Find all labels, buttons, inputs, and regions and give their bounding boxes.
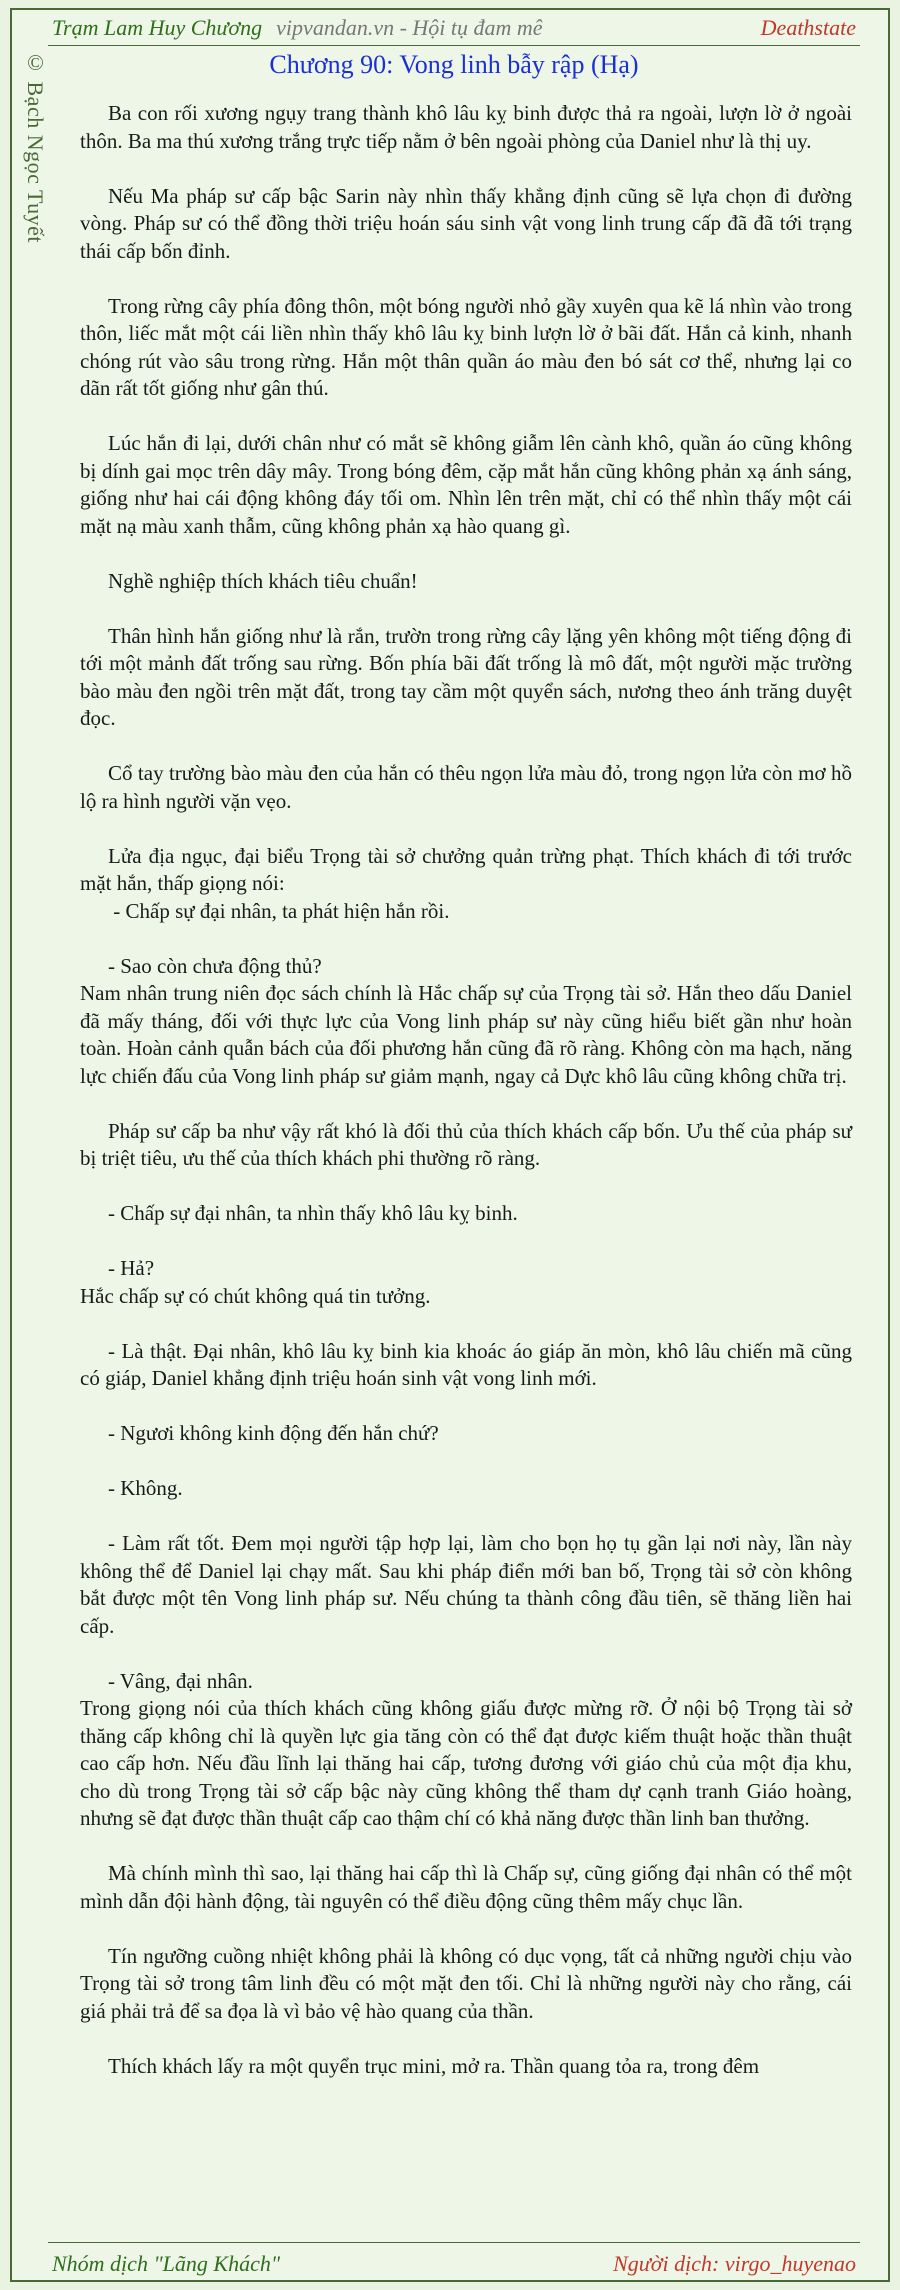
book-title: Deathstate xyxy=(760,15,856,40)
paragraph: Lúc hắn đi lại, dưới chân như có mắt sẽ không giẫm lên cành khô, quần áo cũng không bị dính gai mọc trên dây mây. Trong bóng đêm, cặp mắt hắn cũng không phản xạ ánh sáng, giống như hai cái động không đáy tối om. Nhìn lên trên mặt, chỉ có thể nhìn thấy một cái mặt nạ màu xanh thẫm, cũng không phản xạ hào quang gì. xyxy=(80,431,852,538)
dialogue-line: - Không. xyxy=(108,1476,183,1500)
dialogue-line: - Chấp sự đại nhân, ta phát hiện hắn rồi. xyxy=(108,898,450,923)
paragraph: Nam nhân trung niên đọc sách chính là Hắc chấp sự của Trọng tài sở. Hắn theo dấu Daniel đã mấy tháng, đối với thực lực của Vong linh pháp sư này cũng hiểu biết gần như hoàn toàn. Hoàn cảnh quẫn bách của đối phương hắn cũng đã rõ ràng. Không còn ma hạch, năng lực chiến đấu của Vong linh pháp sư giảm mạnh, ngay cả Dực khô lâu cũng không chữa trị. xyxy=(80,981,852,1088)
paragraph: Hắc chấp sự có chút không quá tin tưởng. xyxy=(80,1283,431,1308)
chapter-content xyxy=(80,100,852,2080)
paragraph: Nếu Ma pháp sư cấp bậc Sarin này nhìn thấy khẳng định cũng sẽ lựa chọn đi đường vòng. Pháp sư có thể đồng thời triệu hoán sáu sinh vật vong linh trung cấp đã đã tới trạng thái cấp bốn đỉnh. xyxy=(80,183,852,263)
dialogue-line: - Hả? xyxy=(108,1256,155,1280)
paragraph: Trong giọng nói của thích khách cũng không giấu được mừng rỡ. Ở nội bộ Trọng tài sở thăng cấp không chỉ là quyền lực gia tăng còn có thể đạt được kiếm thuật hoặc thần thuật cao cấp hơn. Nếu đầu lĩnh lại thăng hai cấp, tương đương với giáo chủ của một địa khu, cho dù trong Trọng tài sở cấp bậc này cũng không thể tham dự cạnh tranh Giáo hoàng, nhưng sẽ đạt được thần thuật cấp cao thậm chí có khả năng được thần linh ban thưởng. xyxy=(80,1696,852,1830)
dialogue-line: - Ngươi không kinh động đến hắn chứ? xyxy=(108,1421,439,1445)
paragraph: Nghề nghiệp thích khách tiêu chuẩn! xyxy=(108,568,418,593)
page-footer xyxy=(48,2242,860,2280)
paragraph: Mà chính mình thì sao, lại thăng hai cấp thì là Chấp sự, cũng giống đại nhân có thể một mình dẫn đội hành động, tài nguyên có thể điều động cũng thêm mấy chục lần. xyxy=(80,1861,852,1913)
brand-name: Trạm Lam Huy Chương xyxy=(52,15,263,40)
dialogue-line: - Sao còn chưa động thủ? xyxy=(108,953,322,978)
paragraph: Cổ tay trường bào màu đen của hắn có thêu ngọn lửa màu đỏ, trong ngọn lửa còn mơ hồ lộ ra hình người vặn vẹo. xyxy=(80,761,852,813)
paragraph: Lửa địa ngục, đại biểu Trọng tài sở chưởng quản trừng phạt. Thích khách đi tới trước mặt hắn, thấp giọng nói: xyxy=(80,843,852,895)
paragraph: Pháp sư cấp ba như vậy rất khó là đối thủ của thích khách cấp bốn. Ưu thế của pháp sư bị triệt tiêu, ưu thế của thích khách phi thường rõ ràng. xyxy=(80,1118,852,1170)
dialogue-line: - Chấp sự đại nhân, ta nhìn thấy khô lâu kỵ binh. xyxy=(108,1201,518,1225)
page-header xyxy=(48,8,860,46)
site-name: vipvandan.vn - Hội tụ đam mê xyxy=(276,15,543,40)
paragraph: Ba con rối xương ngụy trang thành khô lâu kỵ binh được thả ra ngoài, lượn lờ ở ngoài thôn. Ba ma thú xương trắng trực tiếp nằm ở bên ngoài phòng của Daniel như là thị uy. xyxy=(80,101,852,153)
dialogue-line: - Làm rất tốt. Đem mọi người tập hợp lại, làm cho bọn họ tụ gần lại nơi này, lần này không thể để Daniel lại chạy mất. Sau khi pháp điển mới ban bố, Trọng tài sở còn không bắt được một tên Vong linh pháp sư. Nếu chúng ta thành công đầu tiên, sẽ thăng liền hai cấp. xyxy=(80,1531,852,1638)
chapter-title: Chương 90: Vong linh bẫy rập (Hạ) xyxy=(269,50,639,79)
paragraph: Trong rừng cây phía đông thôn, một bóng người nhỏ gầy xuyên qua kẽ lá nhìn vào trong thôn, liếc mắt một cái liền nhìn thấy khô lâu kỵ binh lượn lờ ở bãi đất. Hắn cả kinh, nhanh chóng rút vào sâu trong rừng. Hắn một thân quần áo màu đen bó sát cơ thể, nhưng lại co dãn rất tốt giống như gân thú. xyxy=(80,293,852,400)
paragraph: Tín ngưỡng cuồng nhiệt không phải là không có dục vọng, tất cả những người chịu vào Trọng tài sở trong tâm linh đều có một mặt đen tối. Chỉ là những người này cho rằng, cái giá phải trả để sa đọa là vì bảo vệ hào quang của thần. xyxy=(80,1943,852,2023)
dialogue-line: - Vâng, đại nhân. xyxy=(108,1668,253,1693)
paragraph: Thích khách lấy ra một quyển trục mini, mở ra. Thần quang tỏa ra, trong đêm xyxy=(108,2053,760,2078)
translation-group: Nhóm dịch "Lãng Khách" xyxy=(52,2251,281,2276)
paragraph: Thân hình hắn giống như là rắn, trườn trong rừng cây lặng yên không một tiếng động đi tới một mảnh đất trống sau rừng. Bốn phía bãi đất trống là mô đất, một người mặc trường bào màu đen ngồi trên mặt đất, trong tay cầm một quyển sách, nương theo ánh trăng duyệt đọc. xyxy=(80,623,852,730)
dialogue-line: - Là thật. Đại nhân, khô lâu kỵ binh kia khoác áo giáp ăn mòn, khô lâu chiến mã cũng có giáp, Daniel khẳng định triệu hoán sinh vật vong linh mới. xyxy=(80,1338,852,1390)
translator-credit: Người dịch: virgo_huyenao xyxy=(613,2251,856,2276)
copyright-watermark: © Bạch Ngọc Tuyết xyxy=(23,50,48,243)
